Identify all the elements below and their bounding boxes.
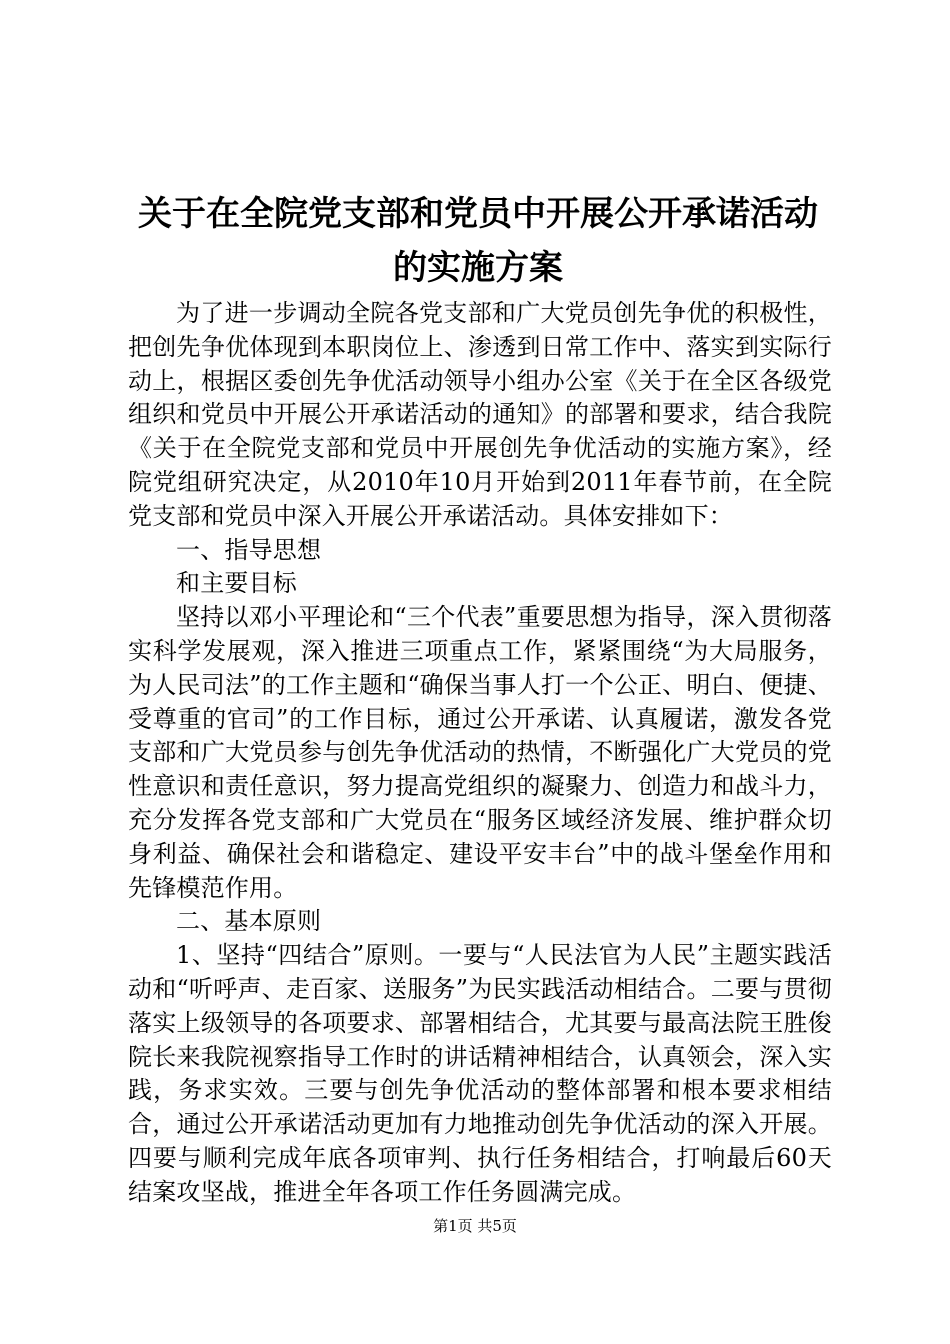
section-heading-main-goals: 和主要目标 — [176, 569, 297, 598]
paragraph-intro: 为了进一步调动全院各党支部和广大党员创先争优的积极性，把创先争优体现到本职岗位上、渗透到日常工作中、落实到实际行动上，根据区委创先争优活动领导小组办公室《关于在全区各级党组织和党员中开展公开承诺活动的通知》的部署和要求，结合我院《关于在全院党支部和党员中开展创先争优活动的实施方案》，经院党组研究决定，从2010年10月开始到2011年春节前，在全院党支部和党员中深入开展公开承诺活动。具体安排如下： — [128, 299, 832, 530]
paragraph-guiding-thought: 坚持以邓小平理论和“三个代表”重要思想为指导，深入贯彻落实科学发展观，深入推进三项重点工作，紧紧围绕“为大局服务，为人民司法”的工作主题和“确保当事人打一个公正、明白、便捷、受尊重的官司”的工作目标，通过公开承诺、认真履诺，激发各党支部和广大党员参与创先争优活动的热情，不断强化广大党员的党性意识和责任意识，努力提高党组织的凝聚力、创造力和战斗力，充分发挥各党支部和广大党员在“服务区域经济发展、维护群众切身利益、确保社会和谐稳定、建设平安丰台”中的战斗堡垒作用和先锋模范作用。 — [128, 603, 832, 902]
document-title-line-2: 的实施方案 — [393, 248, 563, 288]
page-footer: 第1页 共5页 — [433, 1217, 517, 1235]
document-body — [128, 297, 832, 1210]
document-title-line-1: 关于在全院党支部和党员中开展公开承诺活动 — [138, 194, 818, 234]
section-heading-basic-principles: 二、基本原则 — [176, 907, 322, 936]
paragraph-principle-1: 1、坚持“四结合”原则。一要与“人民法官为人民”主题实践活动和“听呼声、走百家、送服务”为民实践活动相结合。二要与贯彻落实上级领导的各项要求、部署相结合，尤其要与最高法院王胜俊院长来我院视察指导工作时的讲话精神相结合，认真领会，深入实践，务求实效。三要与创先争优活动的整体部署和根本要求相结合，通过公开承诺活动更加有力地推动创先争优活动的深入开展。四要与顺利完成年底各项审判、执行任务相结合，打响最后60天结案攻坚战，推进全年各项工作任务圆满完成。 — [128, 941, 832, 1206]
section-heading-guiding-thought: 一、指导思想 — [176, 535, 322, 564]
